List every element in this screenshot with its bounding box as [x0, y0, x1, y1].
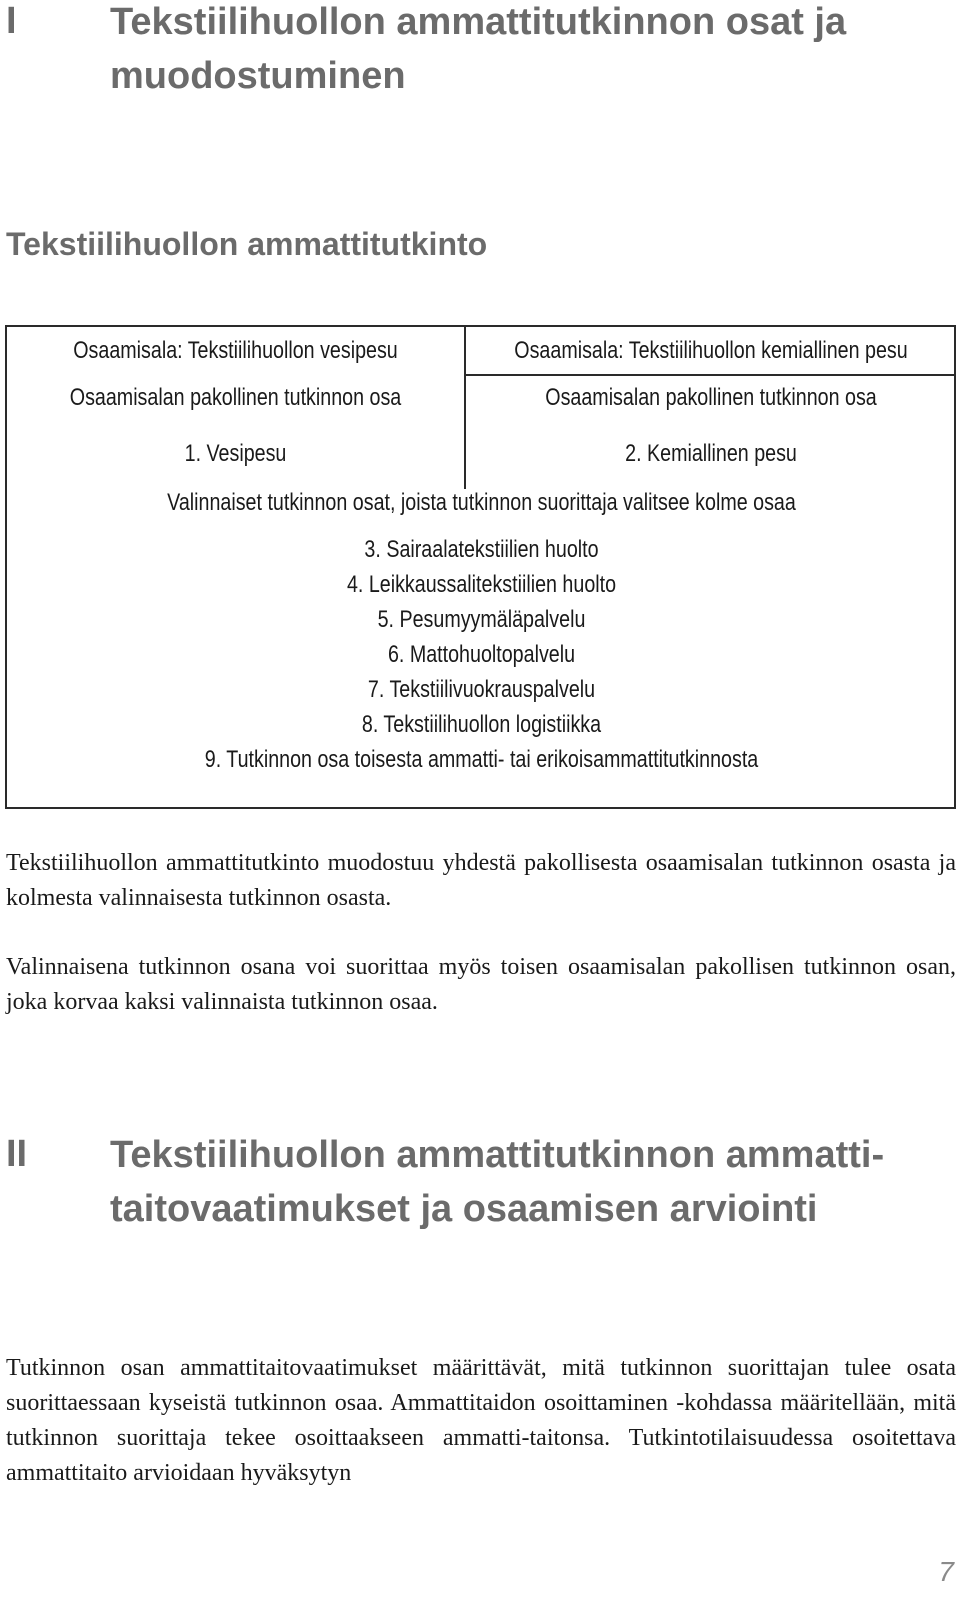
left-header: Osaamisala: Tekstiilihuollon vesipesu	[73, 337, 398, 364]
paragraph: Tekstiilihuollon ammattitutkinto muodostuu yhdestä pakollisesta osaamisalan tutkinnon osasta ja kolmesta valinnaisesta tutkinnon osasta.	[6, 850, 956, 911]
page-number: 7	[938, 1556, 954, 1587]
section-title-line: muodostuminen	[110, 55, 406, 97]
optional-item: 3. Sairaalatekstiilien huolto	[364, 536, 599, 563]
column-divider	[464, 327, 466, 489]
subheading: Tekstiilihuollon ammattitutkinto	[6, 226, 488, 262]
section-title	[110, 0, 930, 103]
section-number: II	[6, 1133, 28, 1175]
section-number: I	[6, 0, 17, 42]
paragraph: Tutkinnon osan ammattitaitovaatimukset määrittävät, mitä tutkinnon suorittajan tulee osata suorittaessaan kyseistä tutkinnon osaa. Ammattitaidon osoittaminen -kohdassa määritellään, mitä tutkinnon suorittaja tekee osoittaakseen ammatti-taitonsa. Tutkintotilaisuudessa osoitettava ammattitaito arvioidaan hyväksytyn	[6, 1355, 956, 1486]
optional-item: 9. Tutkinnon osa toisesta ammatti- tai erikoisammattitutkinnosta	[204, 746, 759, 773]
optional-header: Valinnaiset tutkinnon osat, joista tutkinnon suorittaja valitsee kolme osaa	[167, 489, 796, 516]
optional-item: 8. Tekstiilihuollon logistiikka	[361, 711, 602, 738]
row-divider	[464, 374, 956, 376]
optional-item: 6. Mattohuoltopalvelu	[387, 641, 576, 668]
section-title-line: Tekstiilihuollon ammattitutkinnon ammatti-	[110, 1134, 885, 1176]
section-title-line: taitovaatimukset ja osaamisen arviointi	[110, 1188, 818, 1230]
optional-item: 5. Pesumyymäläpalvelu	[377, 606, 586, 633]
section-title-line: Tekstiilihuollon ammattitutkinnon osat ja	[110, 1, 847, 43]
left-subheader: Osaamisalan pakollinen tutkinnon osa	[69, 384, 402, 411]
left-item: 1. Vesipesu	[184, 440, 287, 467]
optional-item: 7. Tekstiilivuokrauspalvelu	[367, 676, 596, 703]
right-item: 2. Kemiallinen pesu	[625, 440, 797, 467]
paragraph: Valinnaisena tutkinnon osana voi suorittaa myös toisen osaamisalan pakollisen tutkinnon osan, joka korvaa kaksi valinnaista tutkinnon osaa.	[6, 954, 956, 1015]
optional-item: 4. Leikkaussalitekstiilien huolto	[346, 571, 617, 598]
section-title	[110, 1128, 930, 1236]
right-header: Osaamisala: Tekstiilihuollon kemiallinen pesu	[514, 337, 908, 364]
qualification-table	[5, 325, 956, 809]
right-subheader: Osaamisalan pakollinen tutkinnon osa	[545, 384, 877, 411]
